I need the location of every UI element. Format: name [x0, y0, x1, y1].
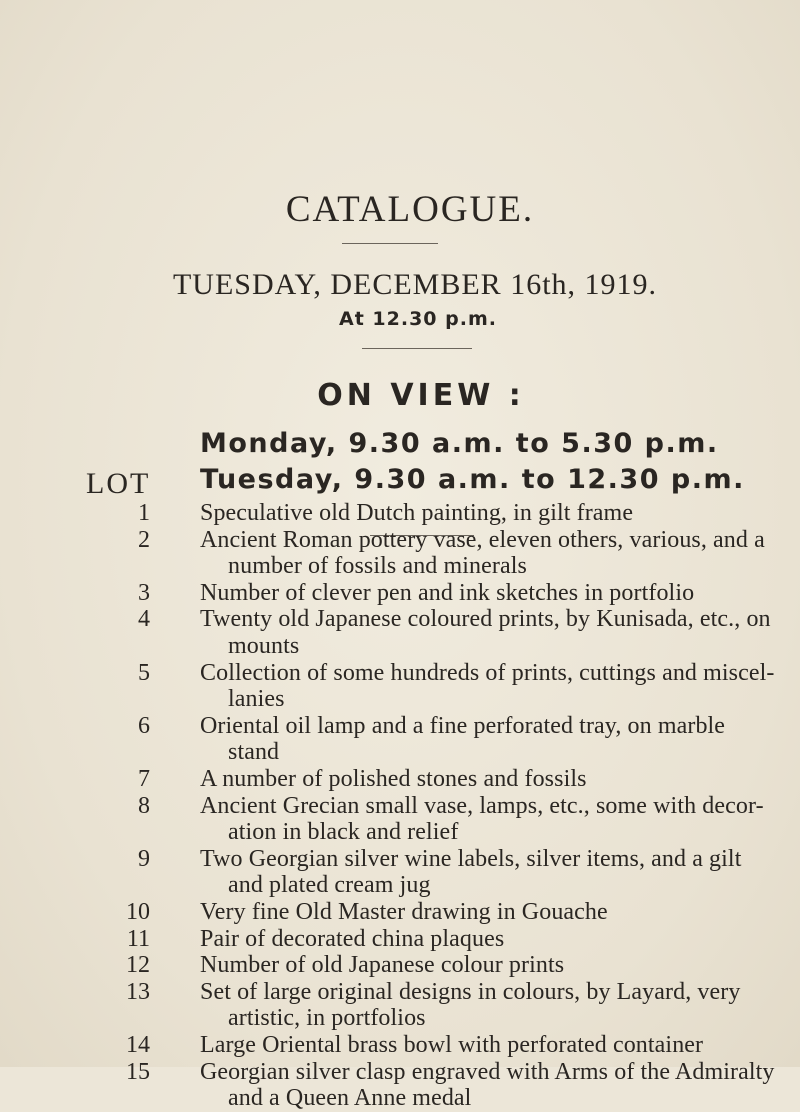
view-monday: Monday, 9.30 a.m. to 5.30 p.m.	[200, 428, 719, 459]
catalogue-title: CATALOGUE.	[285, 189, 535, 230]
on-view-heading: ON VIEW :	[317, 378, 525, 413]
lot-number: 6	[138, 712, 150, 739]
sale-date: TUESDAY, DECEMBER 16th, 1919.	[172, 268, 658, 301]
view-tuesday: Tuesday, 9.30 a.m. to 12.30 p.m.	[200, 464, 745, 495]
lot-description: Georgian silver clasp engraved with Arms of the Admiralty	[200, 1058, 775, 1085]
lot-description: A number of polished stones and fossils	[200, 766, 587, 792]
lot-number: 10	[126, 899, 150, 925]
lot-description: Speculative old Dutch painting, in gilt frame	[200, 500, 634, 526]
title-divider	[342, 243, 438, 244]
lot-description: Number of clever pen and ink sketches in portfolio	[200, 579, 695, 606]
lot-number: 8	[138, 792, 150, 819]
lot-column-heading: LOT	[86, 467, 151, 500]
lot-description: Very fine Old Master drawing in Gouache	[200, 899, 608, 925]
lot-description: Ancient Grecian small vase, lamps, etc., some with decor-	[200, 792, 764, 819]
lot-number: 2	[138, 526, 150, 553]
lot-number: 7	[138, 766, 150, 792]
lot-description: Large Oriental brass bowl with perforated container	[200, 1032, 704, 1058]
lot-description-continuation: mounts	[228, 633, 300, 659]
lot-description: Pair of decorated china plaques	[200, 925, 505, 952]
lot-description-continuation: stand	[228, 739, 280, 766]
lot-description-continuation: artistic, in portfolios	[228, 1005, 426, 1032]
lot-number: 14	[126, 1032, 150, 1058]
lot-number: 12	[126, 952, 150, 979]
lot-number: 1	[138, 500, 150, 526]
lot-number: 11	[126, 925, 150, 952]
lot-description-continuation: number of fossils and minerals	[228, 553, 527, 580]
lot-number: 13	[126, 978, 150, 1005]
lot-number: 4	[138, 606, 150, 633]
sale-time: At 12.30 p.m.	[339, 308, 497, 330]
lot-number: 3	[138, 579, 150, 606]
lot-description-continuation: lanies	[228, 686, 285, 713]
lot-description: Oriental oil lamp and a fine perforated tray, on marble	[200, 712, 726, 739]
lot-description-continuation: and plated cream jug	[228, 872, 431, 899]
lot-description-continuation: ation in black and relief	[228, 819, 459, 846]
lot-number: 9	[138, 845, 150, 872]
lot-description: Collection of some hundreds of prints, cuttings and miscel-	[200, 659, 775, 686]
lot-description: Number of old Japanese colour prints	[200, 952, 565, 979]
lot-description-continuation: and a Queen Anne medal	[228, 1085, 472, 1112]
lot-description: Twenty old Japanese coloured prints, by Kunisada, etc., on	[200, 606, 771, 633]
lot-description: Set of large original designs in colours, by Layard, very	[200, 978, 741, 1005]
lot-number: 15	[126, 1058, 150, 1085]
date-divider	[362, 348, 472, 349]
lot-description: Ancient Roman pottery vase, eleven others, various, and a	[200, 526, 765, 553]
lot-description: Two Georgian silver wine labels, silver items, and a gilt	[200, 845, 742, 872]
lot-number: 5	[138, 659, 150, 686]
